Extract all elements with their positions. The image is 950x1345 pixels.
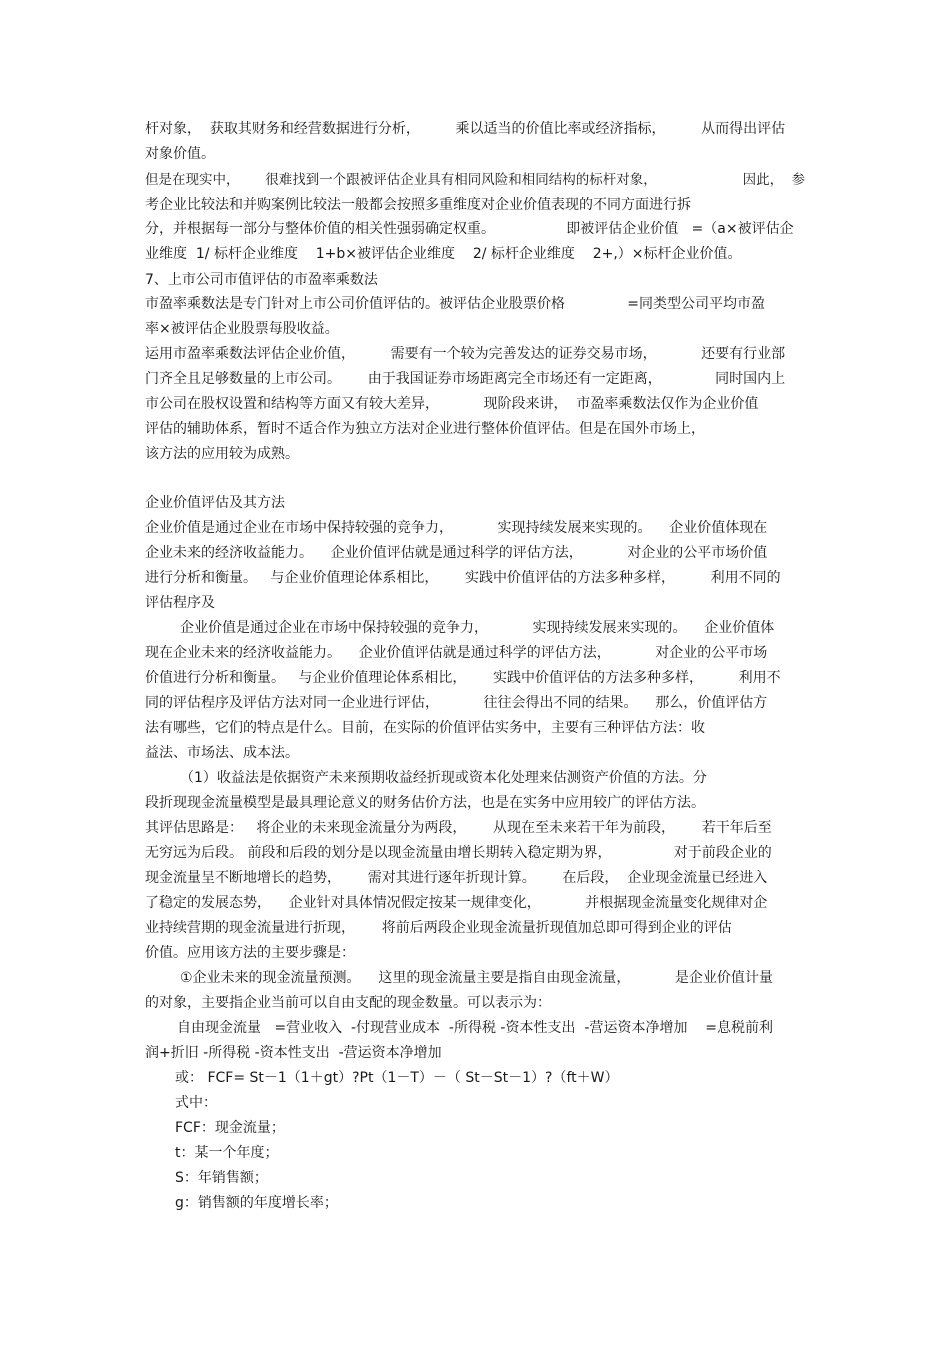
text-line: 该方法的应用较为成熟。 <box>145 446 299 462</box>
text-line: 评估的辅助体系，暂时不适合作为独立方法对企业进行整体价值评估。但是在国外市场上， <box>145 421 705 437</box>
definition-line: FCF：现金流量； <box>175 1120 285 1136</box>
text-line: 市公司在股权设置和结构等方面又有较大差异， 现阶段来讲， 市盈率乘数法仅作为企业价值 <box>145 396 759 412</box>
text-line: 法有哪些，它们的特点是什么。目前，在实际的价值评估实务中，主要有三种评估方法：收 <box>145 720 705 736</box>
text-line: 的对象，主要指企业当前可以自由支配的现金数量。可以表示为： <box>145 995 551 1011</box>
section-heading: 企业价值评估及其方法 <box>145 495 285 511</box>
text-line: 对象价值。 <box>145 146 215 162</box>
text-line: 门齐全且足够数量的上市公司。 由于我国证券市场距离完全市场还有一定距离， 同时国内上 <box>145 371 786 387</box>
text-line: 段折现现金流量模型是最具理论意义的财务估价方法，也是在实务中应用较广的评估方法。 <box>145 795 705 811</box>
text-line: ①企业未来的现金流量预测。 这里的现金流量主要是指自由现金流量， 是企业价值计量 <box>180 970 773 986</box>
section-heading: 7、上市公司市值评估的市盈率乘数法 <box>145 272 378 288</box>
definition-line: S：年销售额； <box>175 1170 268 1186</box>
text-line: 进行分析和衡量。 与企业价值理论体系相比， 实践中价值评估的方法多种多样， 利用不同的 <box>145 570 781 586</box>
text-line: 益法、市场法、成本法。 <box>145 745 299 761</box>
text-line: 其评估思路是： 将企业的未来现金流量分为两段， 从现在至未来若干年为前段， 若干年后至 <box>145 820 772 836</box>
text-line: 率×被评估企业股票每股收益。 <box>145 321 339 337</box>
text-line: 业持续营期的现金流量进行折现， 将前后两段企业现金流量折现值加总即可得到企业的评估 <box>145 920 732 936</box>
text-line: 分，并根据每一部分与整体价值的相关性强弱确定权重。 即被评估企业价值 =（a×被评估企 <box>145 221 794 237</box>
text-line: 杆对象， 获取其财务和经营数据进行分析， 乘以适当的价值比率或经济指标， 从而得出评估 <box>145 121 786 137</box>
text-line: 无穷远为后段。 前段和后段的划分是以现金流量由增长期转入稳定期为界， 对于前段企业的 <box>145 845 772 861</box>
formula-line: 或： FCF= St－1（1＋gt）?Pt（1－T）－（ St－St－1）?（ft＋W） <box>175 1070 619 1086</box>
formula-line: 润+折旧 -所得税 -资本性支出 -营运资本净增加 <box>145 1045 442 1061</box>
definition-line: t：某一个年度； <box>175 1145 279 1161</box>
text-line: 评估程序及 <box>145 595 215 611</box>
text-line: 企业价值是通过企业在市场中保持较强的竞争力， 实现持续发展来实现的。 企业价值体 <box>180 620 775 636</box>
text-line: 现金流量呈不断地增长的趋势， 需对其进行逐年折现计算。 在后段， 企业现金流量已经进入 <box>145 870 768 886</box>
text-line: 但是在现实中， 很难找到一个跟被评估企业具有相同风险和相同结构的标杆对象， 因此， 参 <box>145 172 806 188</box>
text-line: 企业价值是通过企业在市场中保持较强的竞争力， 实现持续发展来实现的。 企业价值体现在 <box>145 520 768 536</box>
text-line: 现在企业未来的经济收益能力。 企业价值评估就是通过科学的评估方法， 对企业的公平市场 <box>145 645 768 661</box>
text-line: 了稳定的发展态势， 企业针对具体情况假定按某一规律变化， 并根据现金流量变化规律对企 <box>145 895 768 911</box>
text-line: 式中： <box>175 1095 217 1111</box>
text-line: 市盈率乘数法是专门针对上市公司价值评估的。被评估企业股票价格 =同类型公司平均市盈 <box>145 296 766 312</box>
text-line: 同的评估程序及评估方法对同一企业进行评估， 往往会得出不同的结果。 那么，价值评估方 <box>145 695 768 711</box>
text-line: 企业未来的经济收益能力。 企业价值评估就是通过科学的评估方法， 对企业的公平市场价值 <box>145 545 768 561</box>
definition-line: g：销售额的年度增长率； <box>175 1195 338 1211</box>
text-line: 业维度 1/ 标杆企业维度 1+b×被评估企业维度 2/ 标杆企业维度 2+,）×标杆企业价值。 <box>145 246 742 262</box>
text-line: 考企业比较法和并购案例比较法一般都会按照多重维度对企业价值表现的不同方面进行拆 <box>145 197 691 213</box>
text-line: 价值进行分析和衡量。 与企业价值理论体系相比， 实践中价值评估的方法多种多样， 利用不 <box>145 670 781 686</box>
text-line: （1）收益法是依据资产未来预期收益经折现或资本化处理来估测资产价值的方法。分 <box>180 770 707 786</box>
formula-line: 自由现金流量 =营业收入 -付现营业成本 -所得税 -资本性支出 -营运资本净增加 =息税前利 <box>177 1020 773 1036</box>
text-line: 价值。应用该方法的主要步骤是： <box>145 945 355 961</box>
text-line: 运用市盈率乘数法评估企业价值， 需要有一个较为完善发达的证券交易市场， 还要有行业部 <box>145 346 786 362</box>
